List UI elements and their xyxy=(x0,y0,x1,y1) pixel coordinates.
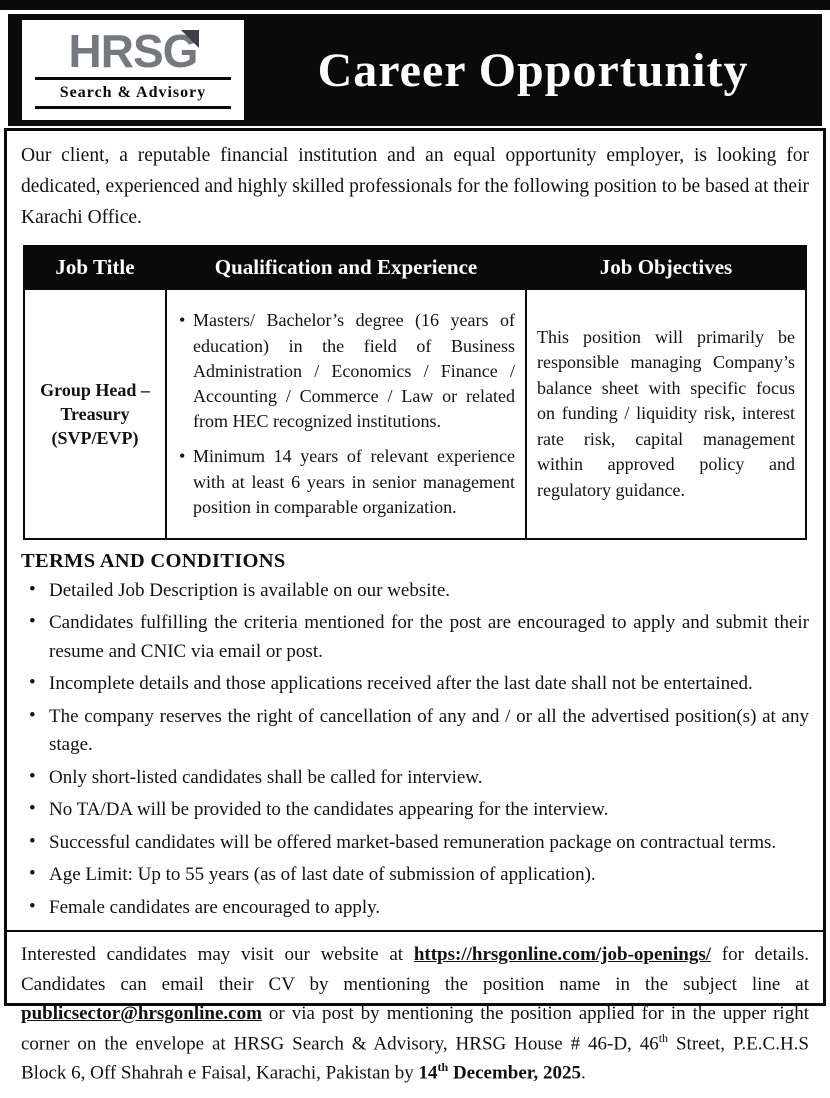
email-link[interactable]: publicsector@hrsgonline.com xyxy=(21,1003,262,1025)
qualification-bullet: • Masters/ Bachelor’s degree (16 years of education) in the field of Business Administration / Economics / Finance / Accounting / Commerce / Law or related from HEC recognized institutions. xyxy=(177,308,515,434)
terms-item: • Only short-listed candidates shall be called for interview. xyxy=(21,764,809,793)
footer-text: . xyxy=(580,1062,586,1084)
job-openings-link[interactable]: https://hrsgonline.com/job-openings/ xyxy=(413,944,711,966)
logo-tagline: Search & Advisory xyxy=(59,84,207,101)
deadline-date-superscript: th xyxy=(437,1060,449,1075)
application-instructions xyxy=(7,930,823,1098)
col-header-job-title: Job Title xyxy=(24,246,166,289)
objectives-cell: This position will primarily be responsible managing Company’s balance sheet with specific focus on funding / liquidity risk, interest rate risk, capital management within approved policy and regulatory guidance. xyxy=(526,289,806,539)
job-title-cell: Group Head – Treasury (SVP/EVP) xyxy=(24,289,166,539)
page-title: Career Opportunity xyxy=(317,43,749,97)
terms-item: • Successful candidates will be offered market-based remuneration package on contractual terms. xyxy=(21,829,809,858)
up-right-arrow-icon xyxy=(181,30,199,48)
terms-item: • Female candidates are encouraged to apply. xyxy=(21,894,809,923)
terms-heading: TERMS AND CONDITIONS xyxy=(21,549,286,572)
terms-item: • The company reserves the right of cancellation of any and / or all the advertised position(s) at any stage. xyxy=(21,703,809,760)
terms-list xyxy=(21,577,809,923)
terms-item: • No TA/DA will be provided to the candidates appearing for the interview. xyxy=(21,796,809,825)
job-table xyxy=(23,245,807,540)
hrsg-logo xyxy=(22,20,244,120)
job-table-header-row xyxy=(24,246,806,289)
terms-item: • Age Limit: Up to 55 years (as of last date of submission of application). xyxy=(21,861,809,890)
hrsg-logo-text: HRSG xyxy=(68,25,198,77)
advert-header xyxy=(8,14,822,126)
footer-text: Interested candidates may visit our website at xyxy=(21,944,414,966)
terms-item: • Candidates fulfilling the criteria mentioned for the post are encouraged to apply and submit their resume and CNIC via email or post. xyxy=(21,609,809,666)
intro-paragraph: Our client, a reputable financial institution and an equal opportunity employer, is looking for dedicated, experienced and highly skilled professionals for the following position to be based at their Karachi Office. xyxy=(21,145,809,228)
qualification-bullet: • Minimum 14 years of relevant experience with at least 6 years in senior management position in comparable organization. xyxy=(177,444,515,520)
footer-text: for details. Candidates can email their CV by mentioning the position name in the subject line at xyxy=(21,944,809,995)
terms-item: • Incomplete details and those applications received after the last date shall not be entertained. xyxy=(21,670,809,699)
footer-text: Street, P.E.C.H.S Block 6, Off Shahrah e Faisal, Karachi, Pakistan by xyxy=(21,1033,809,1084)
col-header-objectives: Job Objectives xyxy=(526,246,806,289)
deadline-date-rest: December, 2025 xyxy=(448,1062,581,1084)
deadline-date: 14 xyxy=(418,1062,438,1084)
terms-item: • Detailed Job Description is available on our website. xyxy=(21,577,809,606)
top-black-strip xyxy=(0,0,830,10)
footer-text: or via post by mentioning the position applied for in the upper right corner on the envelope at HRSG Search & Advisory, HRSG House # 46-D, 46 xyxy=(21,1003,809,1055)
terms-section xyxy=(7,540,823,931)
qualification-cell xyxy=(166,289,526,539)
logo-rule-bottom xyxy=(35,106,231,109)
advert-body-frame xyxy=(4,128,826,1084)
footer-superscript: th xyxy=(658,1030,669,1045)
logo-rule-top xyxy=(35,77,231,80)
col-header-qualification: Qualification and Experience xyxy=(166,246,526,289)
table-row xyxy=(24,289,806,539)
